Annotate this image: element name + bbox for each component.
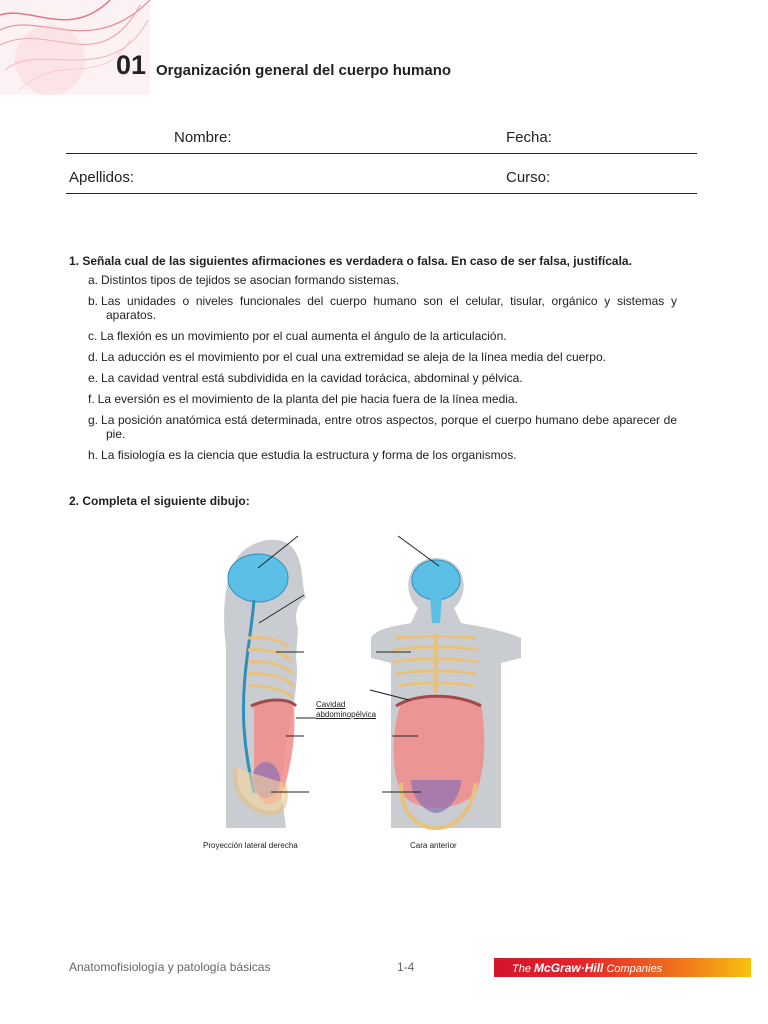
- cavity-label: Cavidad abdominopélvica: [316, 700, 377, 719]
- caption-lateral: Proyección lateral derecha: [203, 841, 298, 850]
- chapter-title: Organización general del cuerpo humano: [156, 62, 452, 79]
- footer-page-number: 1-4: [397, 960, 415, 974]
- course-label: Curso:: [506, 169, 551, 186]
- list-item: e. La cavidad ventral está subdividida en la cavidad torácica, abdominal y pélvica.: [88, 371, 523, 385]
- caption-anterior: Cara anterior: [410, 841, 457, 850]
- form-divider-1: [66, 153, 697, 154]
- surname-label: Apellidos:: [69, 169, 135, 186]
- question-1-title: 1. Señala cual de las siguientes afirmaciones es verdadera o falsa. En caso de ser falsa, justifícala.: [69, 254, 632, 268]
- list-item: b. Las unidades o niveles funcionales del cuerpo humano son el celular, tisular, orgánico y sistemas y aparatos.: [88, 294, 677, 322]
- footer-book-title: Anatomofisiología y patología básicas: [69, 960, 271, 974]
- list-item: d. La aducción es el movimiento por el cual una extremidad se aleja de la línea media del cuerpo.: [88, 350, 606, 364]
- list-item: a. Distintos tipos de tejidos se asocian formando sistemas.: [88, 273, 400, 287]
- list-item: c. La flexión es un movimiento por el cual aumenta el ángulo de la articulación.: [88, 329, 507, 343]
- date-label: Fecha:: [506, 129, 552, 146]
- body-cavities-illustration: [196, 528, 536, 858]
- chapter-number: 01: [116, 50, 147, 80]
- list-item: h. La fisiología es la ciencia que estudia la estructura y forma de los organismos.: [88, 448, 517, 462]
- publisher-logo-bar: [494, 958, 751, 977]
- list-item: g. La posición anatómica está determinada, entre otros aspectos, porque el cuerpo humano debe aparecer de pie.: [88, 413, 677, 441]
- lateral-cranial-cavity: [228, 554, 288, 602]
- anterior-brainstem: [430, 598, 442, 623]
- question-1-list: [88, 273, 677, 469]
- body-cavities-figure: [196, 528, 536, 858]
- publisher-logo-text: The McGraw·Hill Companies: [512, 961, 663, 975]
- anterior-cranial-cavity: [412, 560, 460, 600]
- question-2-title: 2. Completa el siguiente dibujo:: [69, 494, 250, 508]
- name-label: Nombre:: [174, 129, 232, 146]
- form-divider-2: [66, 193, 697, 194]
- list-item: f. La eversión es el movimiento de la planta del pie hacia fuera de la línea media.: [88, 392, 518, 406]
